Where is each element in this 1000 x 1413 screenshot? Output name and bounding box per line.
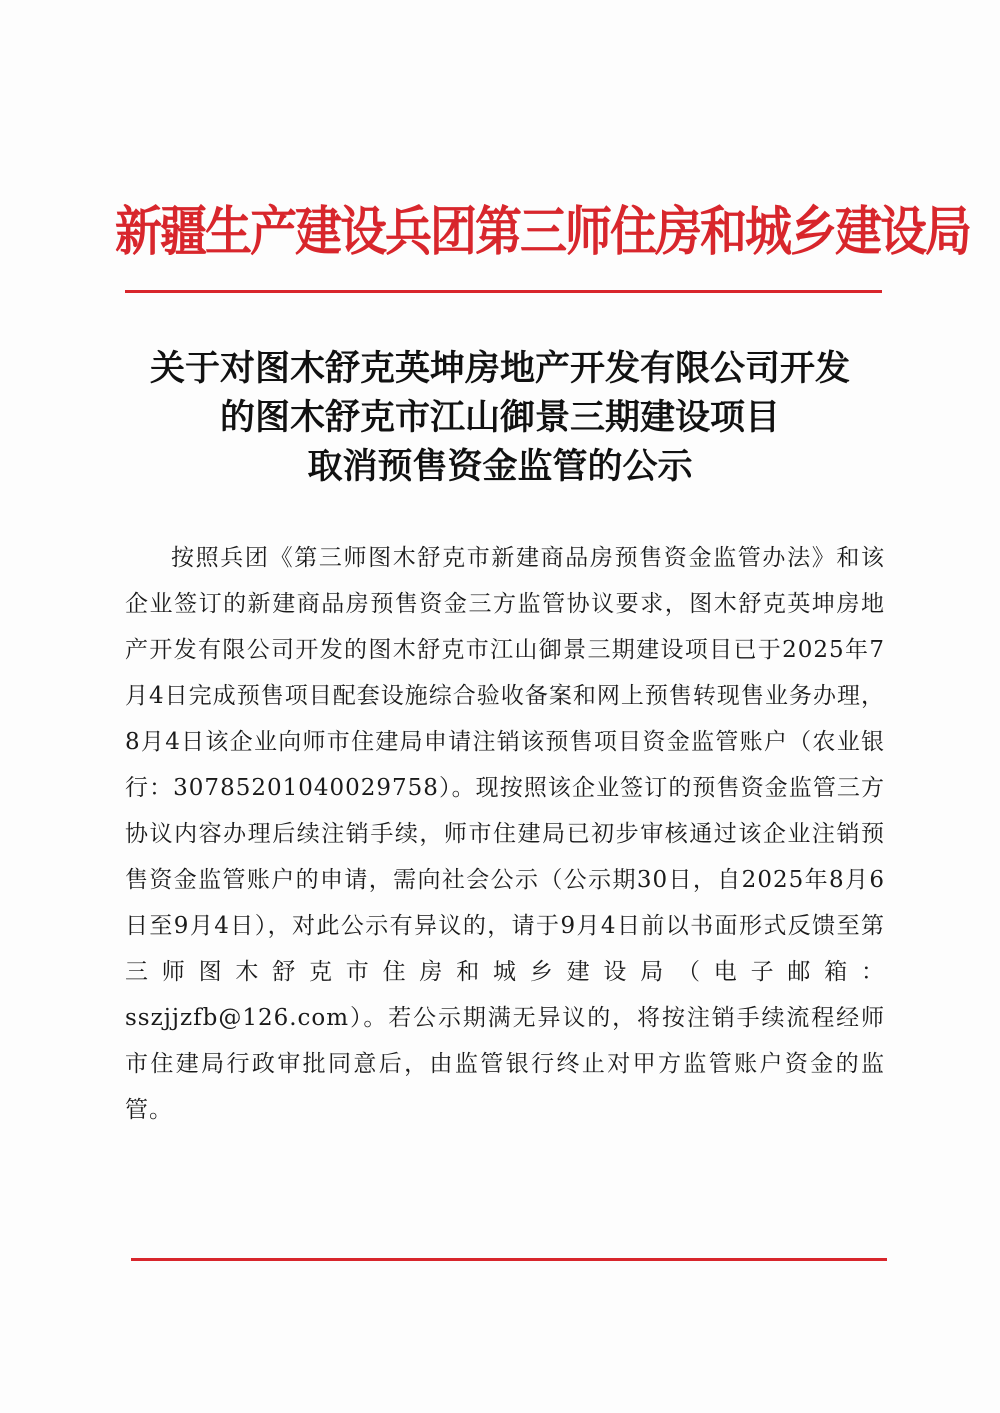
title-line-3: 取消预售资金监管的公示 [307,447,693,487]
footer-red-rule [131,1258,887,1261]
issuer-masthead: 新疆生产建设兵团第三师住房和城乡建设局 [115,201,970,264]
title-line-1: 关于对图木舒克英坤房地产开发有限公司开发 [149,349,850,389]
title-line-2: 的图木舒克市江山御景三期建设项目 [219,398,780,438]
notice-title [100,345,900,492]
notice-body-paragraph: 按照兵团《第三师图木舒克市新建商品房预售资金监管办法》和该企业签订的新建商品房预售资金三方监管协议要求，图木舒克英坤房地产开发有限公司开发的图木舒克市江山御景三期建设项目已于2025年7月4日完成预售项目配套设施综合验收备案和网上预售转现售业务办理，8月4日该企业向师市住建局申请注销该预售项目资金监管账户（农业银行：30785201040029758）。现按照该企业签订的预售资金监管三方协议内容办理后续注销手续，师市住建局已初步审核通过该企业注销预售资金监管账户的申请，需向社会公示（公示期30日，自2025年8月6日至9月4日），对此公示有异议的，请于9月4日前以书面形式反馈至第三师图木舒克市住房和城乡建设局（电子邮箱：sszjjzfb@126.com）。若公示期满无异议的，将按注销手续流程经师市住建局行政审批同意后，由监管银行终止对甲方监管账户资金的监管。 [125,545,885,1123]
masthead-red-rule [125,290,882,293]
